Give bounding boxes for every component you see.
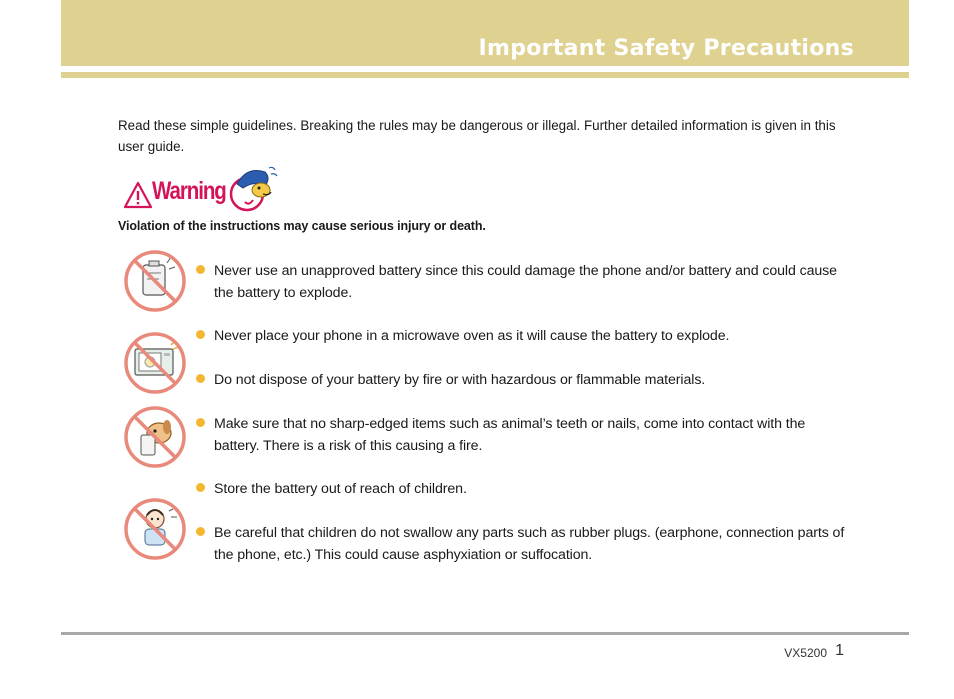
list-item [196,325,846,347]
list-item [196,260,846,304]
bullet-icon [196,374,205,383]
bullet-icon [196,265,205,274]
bullet-icon [196,527,205,536]
intro-text: Read these simple guidelines. Breaking the rules may be dangerous or illegal. Further detailed information is given in this user guide. [118,118,836,154]
footer-rule [61,632,909,635]
warning-triangle-icon [123,180,153,210]
list-item-text: Never use an unapproved battery since this could damage the phone and/or battery and could cause the battery to explode. [214,263,837,301]
bullet-icon [196,418,205,427]
page-title: Important Safety Precautions [478,36,854,61]
list-item [196,478,846,500]
page-number: 1 [835,642,844,659]
list-item-text: Never place your phone in a microwave oven as it will cause the battery to explode. [214,328,730,344]
animal-teeth-prohibited-icon [123,405,187,469]
list-item [196,369,846,391]
list-item [196,413,846,457]
bullet-icon [196,330,205,339]
list-item-text: Make sure that no sharp-edged items such as animal’s teeth or nails, come into contact with the battery. There is a risk of this causing a fire. [214,416,806,454]
list-item-text: Be careful that children do not swallow any parts such as rubber plugs. (earphone, connection parts of the phone, etc.) This could cause asphyxiation or suffocation. [214,525,845,563]
unapproved-battery-prohibited-icon [123,249,187,313]
warning-label: Warning [152,177,226,205]
header-rule [61,72,909,78]
list-item [196,522,846,566]
warning-subtext: Violation of the instructions may cause serious injury or death. [118,219,486,233]
child-swallow-prohibited-icon [123,497,187,561]
list-item-text: Do not dispose of your battery by fire or with hazardous or flammable materials. [214,372,706,388]
mascot-icon [225,162,281,218]
list-item-text: Store the battery out of reach of children. [214,481,467,497]
warning-logo [123,162,283,218]
bullet-icon [196,483,205,492]
microwave-prohibited-icon [123,331,187,395]
model-name: VX5200 [784,646,827,660]
